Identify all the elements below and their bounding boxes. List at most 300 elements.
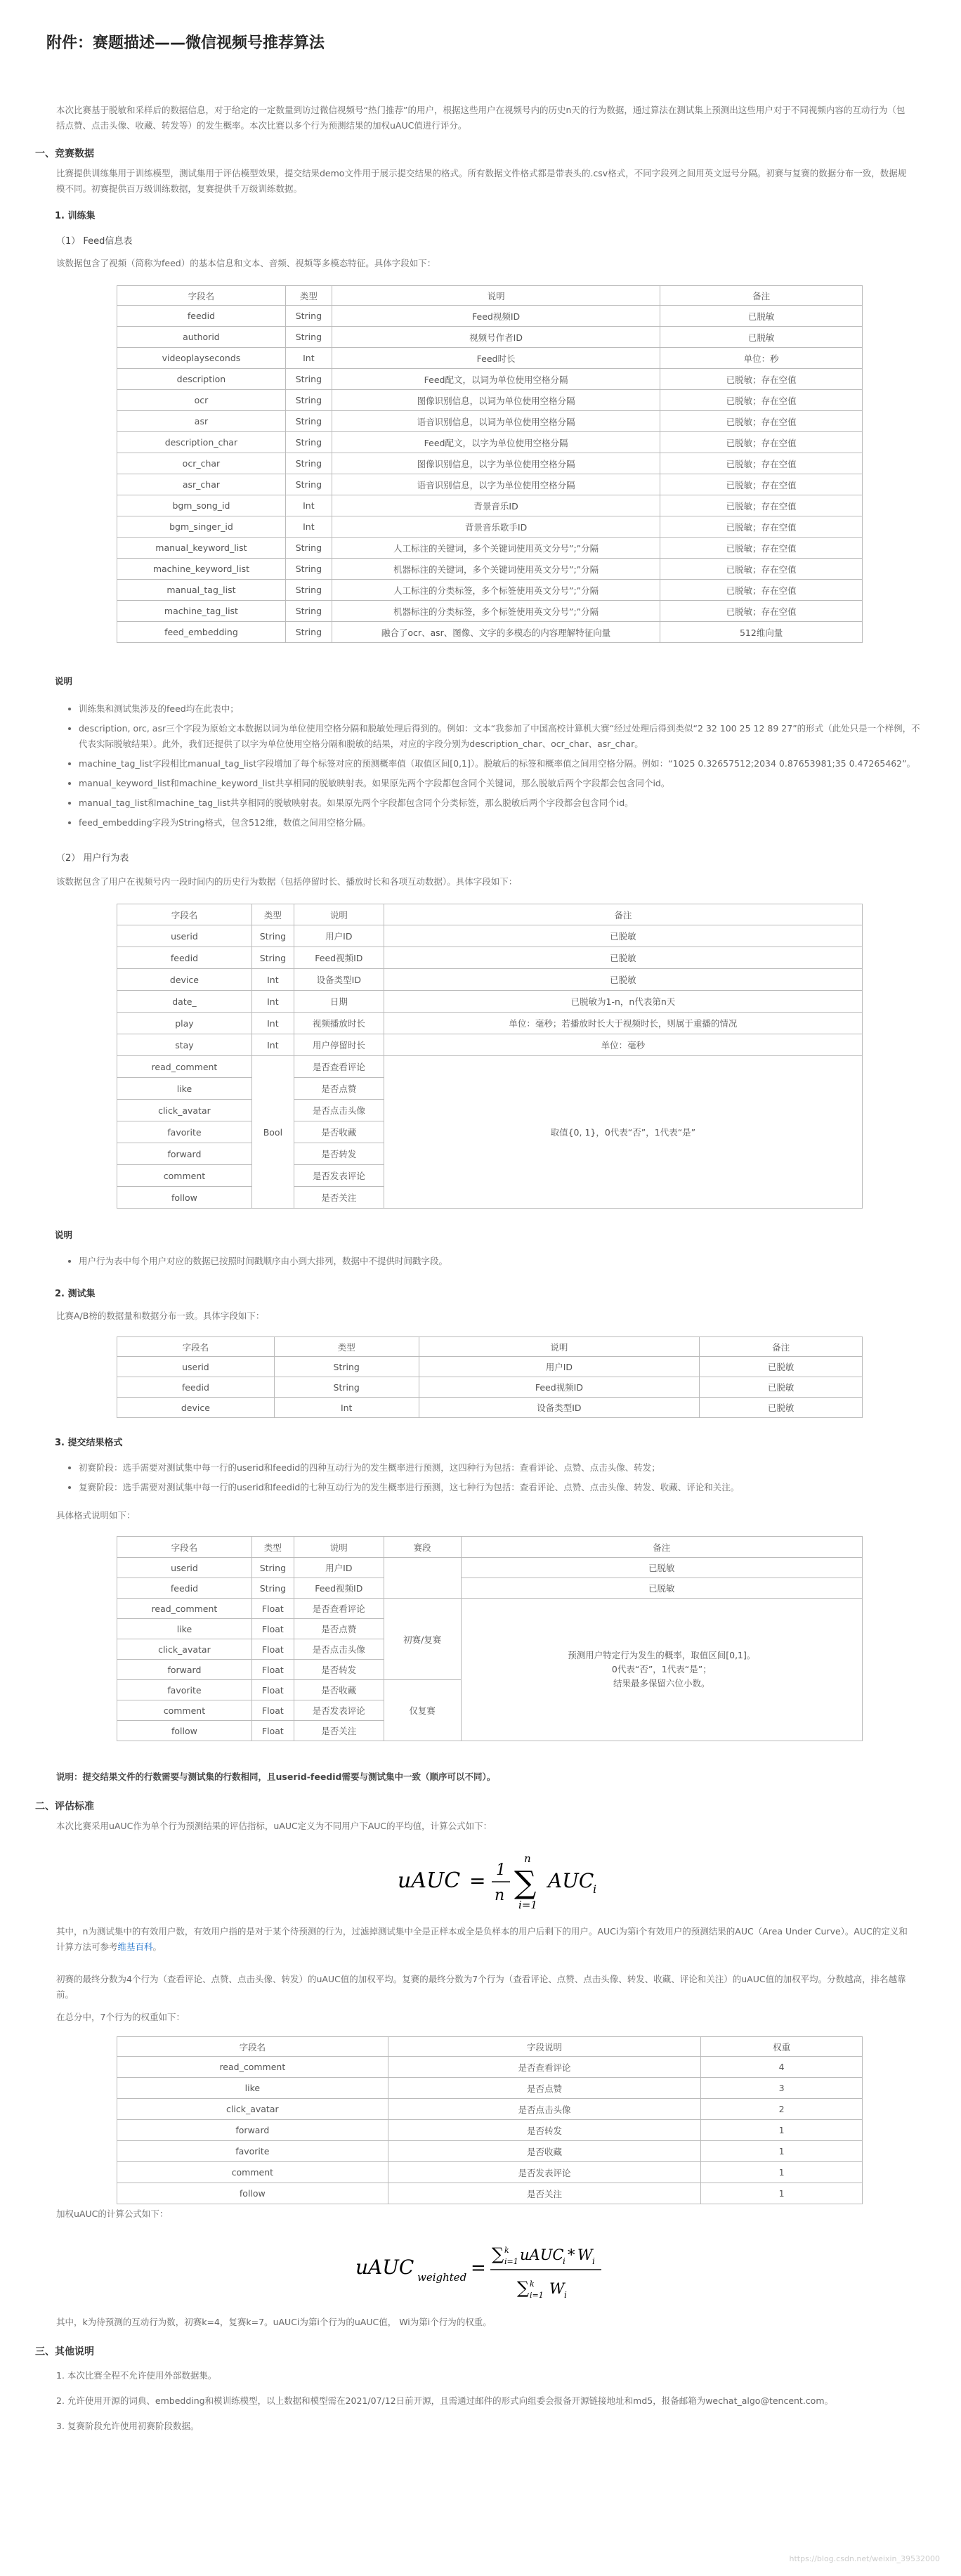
svg-text:W: W xyxy=(549,2280,565,2297)
table-row xyxy=(117,1013,863,1034)
eval-paragraph-5: 加权uAUC的计算公式如下： xyxy=(56,2209,169,2219)
table-cell: String xyxy=(251,1578,294,1599)
table-cell: String xyxy=(285,580,332,601)
table-cell: 已脱敏；存在空值 xyxy=(660,538,863,559)
column-header: 字段名 xyxy=(117,2037,388,2057)
table-cell: videoplayseconds xyxy=(117,348,286,369)
table-cell: Feed视频ID xyxy=(332,306,660,327)
table-row xyxy=(117,369,863,390)
table-cell: 已脱敏；存在空值 xyxy=(660,559,863,580)
table-cell: Int xyxy=(251,1034,294,1056)
list-item: • 初赛阶段：选手需要对测试集中每一行的userid和feedid的四种互动行为的发生概率进行预测，这四种行为包括：查看评论、点赞、点击头像、转发； xyxy=(79,1460,929,1476)
table-cell: Float xyxy=(251,1721,294,1741)
table-cell: 背景音乐歌手ID xyxy=(332,516,660,538)
table-cell: 是否收藏 xyxy=(294,1680,384,1700)
table-cell: String xyxy=(285,327,332,348)
list-item: 3. 复赛阶段允许使用初赛阶段数据。 xyxy=(56,2421,200,2431)
svg-text:=: = xyxy=(471,2258,486,2279)
table-cell: 是否查看评论 xyxy=(294,1056,384,1078)
table-row xyxy=(117,495,863,516)
table-cell: bgm_song_id xyxy=(117,495,286,516)
svg-text:∑: ∑ xyxy=(514,1865,537,1901)
table-cell: 机器标注的分类标签，多个标签使用英文分号”;”分隔 xyxy=(332,601,660,622)
table-cell: 融合了ocr、asr、图像、文字的多模态的内容理解特征向量 xyxy=(332,622,660,643)
table-cell: like xyxy=(117,1619,252,1639)
submit-note: 说明：提交结果文件的行数需要与测试集的行数相同，且userid-feedid需要与测试集中一致（顺序可以不同）。 xyxy=(56,1771,496,1782)
table-cell: String xyxy=(251,947,294,969)
table-row xyxy=(117,947,863,969)
table-cell: 已脱敏 xyxy=(660,306,863,327)
table-cell: Float xyxy=(251,1599,294,1619)
svg-text:W: W xyxy=(577,2246,593,2263)
table-cell: String xyxy=(274,1357,419,1377)
column-header: 类型 xyxy=(251,904,294,925)
table-cell: Int xyxy=(251,1013,294,1034)
data-overview-paragraph: 比赛提供训练集用于训练模型，测试集用于评估模型效果，提交结果demo文件用于展示提交结果的格式。所有数据文件格式都是带表头的.csv格式，不同字段列之间用英文逗号分隔。初赛与复赛的数据分布一致，数据规模不同。初赛提供百万级训练数据，复赛提供千万级训练数据。 xyxy=(56,168,907,194)
svg-text:weighted: weighted xyxy=(417,2271,467,2284)
table-cell: read_comment xyxy=(117,1599,252,1619)
table-cell: 是否关注 xyxy=(388,2183,701,2204)
table-cell: String xyxy=(285,622,332,643)
table-cell: Feed配文，以词为单位使用空格分隔 xyxy=(332,369,660,390)
svg-text:=: = xyxy=(469,1869,486,1892)
table-cell: 已脱敏为1-n，n代表第n天 xyxy=(384,991,862,1013)
table-cell: Feed视频ID xyxy=(419,1377,700,1398)
table-row xyxy=(117,925,863,947)
table-cell: 设备类型ID xyxy=(294,969,384,991)
table-cell: description_char xyxy=(117,432,286,453)
table-cell: device xyxy=(117,969,252,991)
table-cell: 是否发表评论 xyxy=(388,2162,701,2183)
eval-paragraph-1: 本次比赛采用uAUC作为单个行为预测结果的评估指标，uAUC定义为不同用户下AUC的平均值，计算公式如下： xyxy=(56,1821,492,1831)
table-cell: String xyxy=(285,538,332,559)
list-item: • machine_tag_list字段相比manual_tag_list字段增加了每个标签对应的预测概率值（取值区间[0,1]）。脱敏后的标签和概率值之间用空格分隔。例如：“1025 0.32657512;2034 0.87653981;35 0.47265462”。 xyxy=(79,756,929,772)
table-cell: 是否关注 xyxy=(294,1187,384,1209)
table-cell: comment xyxy=(117,1700,252,1721)
column-header: 说明 xyxy=(332,286,660,306)
table-cell: Int xyxy=(251,969,294,991)
column-header: 说明 xyxy=(419,1337,700,1357)
table-cell: String xyxy=(285,474,332,495)
column-header: 类型 xyxy=(274,1337,419,1357)
table-cell: 初赛/复赛 xyxy=(384,1599,461,1680)
table-cell: feedid xyxy=(117,947,252,969)
subsection-train: 1. 训练集 xyxy=(55,211,96,221)
svg-text:uAUC: uAUC xyxy=(355,2256,414,2279)
table-row xyxy=(117,306,863,327)
table-cell: forward xyxy=(117,1143,252,1165)
table-cell: 单位：秒 xyxy=(660,348,863,369)
column-header: 字段说明 xyxy=(388,2037,701,2057)
action-notes-list xyxy=(67,1254,929,1273)
svg-text:n: n xyxy=(524,1852,531,1865)
list-item: • manual_keyword_list和machine_keyword_list共享相同的脱敏映射表。如果原先两个字段都包含同个关键词，那么脱敏后两个字段都会包含同个id。 xyxy=(79,776,929,791)
subsection-submit: 3. 提交结果格式 xyxy=(55,1438,123,1448)
table-cell: 已脱敏；存在空值 xyxy=(660,516,863,538)
table-row xyxy=(117,2183,863,2204)
table-cell: read_comment xyxy=(117,1056,252,1078)
table-row xyxy=(117,1034,863,1056)
table-cell: 用户停留时长 xyxy=(294,1034,384,1056)
table-row xyxy=(117,1599,863,1619)
table-cell: 是否点赞 xyxy=(388,2078,701,2099)
table-cell: forward xyxy=(117,2120,388,2141)
table-row xyxy=(117,1377,863,1398)
table-cell: 已脱敏；存在空值 xyxy=(660,601,863,622)
table-row xyxy=(117,453,863,474)
table-cell: 已脱敏 xyxy=(384,947,862,969)
list-item: • 训练集和测试集涉及的feed均在此表中； xyxy=(79,701,929,717)
table-cell: asr xyxy=(117,411,286,432)
table-cell: 2 xyxy=(701,2099,863,2120)
table-row xyxy=(117,516,863,538)
svg-text:k: k xyxy=(504,2246,509,2255)
table-cell: 已脱敏 xyxy=(700,1377,863,1398)
table-row xyxy=(117,1056,863,1078)
table-cell: 是否查看评论 xyxy=(294,1599,384,1619)
table-cell: 是否收藏 xyxy=(388,2141,701,2162)
table-cell: String xyxy=(251,925,294,947)
svg-text:uAUC: uAUC xyxy=(520,2246,564,2263)
probability-note-line: 0代表“否”，1代表“是”； xyxy=(611,1664,712,1674)
svg-text:i=1: i=1 xyxy=(504,2257,518,2266)
table-cell: 用户ID xyxy=(419,1357,700,1377)
table-cell: Bool xyxy=(251,1056,294,1209)
table-cell: 语音识别信息，以词为单位使用空格分隔 xyxy=(332,411,660,432)
table-cell: 人工标注的关键词，多个关键词使用英文分号”;”分隔 xyxy=(332,538,660,559)
column-header: 备注 xyxy=(660,286,863,306)
list-item: • description, orc, asr三个字段为原始文本数据以词为单位使用空格分隔和脱敏处理后得到的。例如：文本“我参加了中国高校计算机大赛“经过处理后得到类似“2 32 100 25 12 89 27”的形式（此处只是一个样例，不代表实际脱敏结果）。此外，我们还提供了以字为单位使用空格分隔和脱敏的结果，对应的字段分别为description_char、ocr_char、asr_char。 xyxy=(79,721,929,752)
table-row xyxy=(117,991,863,1013)
table-cell: favorite xyxy=(117,1121,252,1143)
uauc-formula xyxy=(393,1847,618,1914)
table-cell: Feed视频ID xyxy=(294,947,384,969)
table-cell: 已脱敏；存在空值 xyxy=(660,432,863,453)
column-header: 备注 xyxy=(384,904,862,925)
table-row xyxy=(117,1578,863,1599)
table-cell: device xyxy=(117,1398,275,1418)
table-cell: forward xyxy=(117,1660,252,1680)
list-item: • feed_embedding字段为String格式，包含512维，数值之间用空格分隔。 xyxy=(79,815,929,831)
feed-notes-list xyxy=(67,701,929,835)
table-row xyxy=(117,580,863,601)
table-cell: 4 xyxy=(701,2057,863,2078)
table-cell: Float xyxy=(251,1700,294,1721)
table-cell: follow xyxy=(117,2183,388,2204)
table-cell: String xyxy=(285,559,332,580)
table-cell: 已脱敏 xyxy=(461,1558,862,1578)
eval-paragraph-2-text: 其中，n为测试集中的有效用户数，有效用户指的是对于某个待预测的行为，过滤掉测试集中全是正样本或全是负样本的用户后剩下的用户。AUCi为第i个有效用户的预测结果的AUC（Area Under Curve）。AUC的定义和计算方法可参考 xyxy=(56,1926,908,1952)
table-row xyxy=(117,474,863,495)
table-cell: 图像识别信息，以词为单位使用空格分隔 xyxy=(332,390,660,411)
table-cell: 已脱敏；存在空值 xyxy=(660,580,863,601)
table-cell: 是否点击头像 xyxy=(388,2099,701,2120)
table-cell: 已脱敏 xyxy=(384,925,862,947)
table-cell: favorite xyxy=(117,1680,252,1700)
uauc-formula-graphic xyxy=(393,1847,618,1914)
table-cell: 已脱敏；存在空值 xyxy=(660,474,863,495)
table-cell: authorid xyxy=(117,327,286,348)
submit-notes-list xyxy=(67,1460,929,1500)
table-cell: 是否点击头像 xyxy=(294,1639,384,1660)
table-cell: userid xyxy=(117,1558,252,1578)
test-table-intro: 比赛A/B榜的数据量和数据分布一致。具体字段如下： xyxy=(56,1310,265,1321)
subsection-test: 2. 测试集 xyxy=(55,1289,96,1299)
table-cell: Int xyxy=(251,991,294,1013)
table-row xyxy=(117,390,863,411)
weights-table xyxy=(117,2036,863,2204)
table-cell: comment xyxy=(117,1165,252,1187)
table-cell: String xyxy=(274,1377,419,1398)
table-row xyxy=(117,559,863,580)
column-header: 说明 xyxy=(294,1537,384,1558)
table-cell: Feed时长 xyxy=(332,348,660,369)
column-header: 说明 xyxy=(294,904,384,925)
submit-table-intro: 具体格式说明如下： xyxy=(56,1510,136,1521)
table-row xyxy=(117,2057,863,2078)
table-cell: Int xyxy=(285,516,332,538)
table-cell: click_avatar xyxy=(117,2099,388,2120)
feed-info-table xyxy=(117,285,863,643)
table-cell: 是否点击头像 xyxy=(294,1100,384,1121)
table-cell: 已脱敏；存在空值 xyxy=(660,369,863,390)
user-action-table xyxy=(117,904,863,1209)
column-header: 字段名 xyxy=(117,286,286,306)
intro-paragraph: 本次比赛基于脱敏和采样后的数据信息，对于给定的一定数量到访过微信视频号“热门推荐”的用户，根据这些用户在视频号内的历史n天的行为数据，通过算法在测试集上预测出这些用户对于不同视频内容的互动行为（包括点赞、点击头像、收藏、转发等）的发生概率。本次比赛以多个行为预测结果的加权uAUC值进行评分。 xyxy=(56,105,906,131)
svg-text:i: i xyxy=(593,1882,597,1896)
table-cell: String xyxy=(285,432,332,453)
table-cell: machine_tag_list xyxy=(117,601,286,622)
probability-note-line: 结果最多保留六位小数。 xyxy=(613,1678,710,1689)
table-cell: 已脱敏；存在空值 xyxy=(660,453,863,474)
table-cell: 是否查看评论 xyxy=(388,2057,701,2078)
column-header: 备注 xyxy=(461,1537,862,1558)
table-cell: String xyxy=(285,453,332,474)
table-cell: String xyxy=(285,411,332,432)
table-row xyxy=(117,601,863,622)
table-cell: 是否关注 xyxy=(294,1721,384,1741)
table-cell: 1 xyxy=(701,2162,863,2183)
svg-text:1: 1 xyxy=(496,1861,506,1879)
table-cell: 3 xyxy=(701,2078,863,2099)
table-cell: String xyxy=(251,1558,294,1578)
table-cell xyxy=(384,1558,461,1599)
table-cell: 取值{0, 1}，0代表“否”，1代表“是” xyxy=(384,1056,862,1209)
table-cell: 已脱敏；存在空值 xyxy=(660,390,863,411)
column-header: 字段名 xyxy=(117,904,252,925)
table-cell: String xyxy=(285,601,332,622)
column-header: 赛段 xyxy=(384,1537,461,1558)
svg-text:n: n xyxy=(495,1887,505,1904)
table-cell: description xyxy=(117,369,286,390)
section-heading-eval: 二、评估标准 xyxy=(35,1801,94,1812)
table-cell: 是否点赞 xyxy=(294,1619,384,1639)
test-set-table xyxy=(117,1336,863,1418)
table-cell: bgm_singer_id xyxy=(117,516,286,538)
svg-text:i: i xyxy=(564,2290,567,2300)
table-cell: 背景音乐ID xyxy=(332,495,660,516)
eval-paragraph-3: 初赛的最终分数为4个行为（查看评论、点赞、点击头像、转发）的uAUC值的加权平均。复赛的最终分数为7个行为（查看评论、点赞、点击头像、转发、收藏、评论和关注）的uAUC值的加权平均。分数越高，排名越靠前。 xyxy=(56,1974,906,2000)
table-cell: 已脱敏 xyxy=(700,1357,863,1377)
table-row xyxy=(117,2141,863,2162)
table-cell: stay xyxy=(117,1034,252,1056)
table-cell: feedid xyxy=(117,1578,252,1599)
section-heading-other: 三、其他说明 xyxy=(35,2346,94,2357)
table-cell: 是否点赞 xyxy=(294,1078,384,1100)
table-cell: 是否发表评论 xyxy=(294,1165,384,1187)
table-cell: 已脱敏 xyxy=(384,969,862,991)
column-header: 字段名 xyxy=(117,1537,252,1558)
action-table-intro: 该数据包含了用户在视频号内一段时间内的历史行为数据（包括停留时长、播放时长和各项互动数据）。具体字段如下： xyxy=(56,876,518,887)
table-cell: 已脱敏 xyxy=(461,1578,862,1599)
table-row xyxy=(117,327,863,348)
table-cell: String xyxy=(285,306,332,327)
table-cell: 日期 xyxy=(294,991,384,1013)
table-cell: Int xyxy=(274,1398,419,1418)
table-cell: click_avatar xyxy=(117,1639,252,1660)
list-item: • 用户行为表中每个用户对应的数据已按照时间戳顺序由小到大排列，数据中不提供时间戳字段。 xyxy=(79,1254,929,1269)
eval-paragraph-4: 在总分中，7个行为的权重如下： xyxy=(56,2012,185,2022)
table-cell: 1 xyxy=(701,2141,863,2162)
section-heading-data: 一、竞赛数据 xyxy=(35,148,94,160)
table-cell: 图像识别信息，以字为单位使用空格分隔 xyxy=(332,453,660,474)
eval-paragraph-2 xyxy=(56,1924,913,1955)
list-item: • 复赛阶段：选手需要对测试集中每一行的userid和feedid的七种互动行为的发生概率进行预测，这七种行为包括：查看评论、点赞、点击头像、转发、收藏、评论和关注。 xyxy=(79,1480,929,1495)
table-row xyxy=(117,2078,863,2099)
table-cell: 单位：毫秒；若播放时长大于视频时长，则属于重播的情况 xyxy=(384,1013,862,1034)
table-cell: Feed视频ID xyxy=(294,1578,384,1599)
table-cell: like xyxy=(117,2078,388,2099)
table-cell: machine_keyword_list xyxy=(117,559,286,580)
svg-text:i: i xyxy=(563,2256,566,2266)
svg-text:k: k xyxy=(530,2279,535,2289)
column-header: 权重 xyxy=(701,2037,863,2057)
weighted-uauc-formula-graphic xyxy=(351,2232,618,2309)
table-cell: String xyxy=(285,369,332,390)
eval-paragraph-6: 其中，k为待预测的互动行为数，初赛k=4，复赛k=7。uAUCi为第i个行为的uAUC值， Wi为第i个行为的权重。 xyxy=(56,2317,492,2327)
table-cell: ocr_char xyxy=(117,453,286,474)
svg-text:uAUC: uAUC xyxy=(398,1868,461,1893)
table-cell: 设备类型ID xyxy=(419,1398,700,1418)
table-cell: like xyxy=(117,1078,252,1100)
table-cell: 已脱敏；存在空值 xyxy=(660,495,863,516)
table-cell: follow xyxy=(117,1187,252,1209)
svg-text:AUC: AUC xyxy=(548,1869,594,1892)
table-cell: Float xyxy=(251,1639,294,1660)
table-cell: 视频号作者ID xyxy=(332,327,660,348)
table-cell: 已脱敏 xyxy=(700,1398,863,1418)
svg-text:∑: ∑ xyxy=(517,2278,530,2298)
table-row xyxy=(117,1398,863,1418)
table-cell: Int xyxy=(285,495,332,516)
weighted-uauc-formula xyxy=(351,2232,618,2309)
table-row xyxy=(117,411,863,432)
note-label: 说明 xyxy=(55,1230,73,1240)
table-cell: ocr xyxy=(117,390,286,411)
wikipedia-link[interactable]: 维基百科 xyxy=(117,1941,153,1952)
list-item: 1. 本次比赛全程不允许使用外部数据集。 xyxy=(56,2370,217,2381)
action-table-heading: （2） 用户行为表 xyxy=(56,853,129,864)
table-cell: 1 xyxy=(701,2183,863,2204)
table-cell: 是否收藏 xyxy=(294,1121,384,1143)
svg-text:i: i xyxy=(592,2256,595,2266)
table-cell: 512维向量 xyxy=(660,622,863,643)
table-row xyxy=(117,2099,863,2120)
watermark: https://blog.csdn.net/weixin_39532000 xyxy=(789,2554,940,2563)
feed-table-heading: （1） Feed信息表 xyxy=(56,236,133,247)
table-cell: 用户ID xyxy=(294,1558,384,1578)
table-row xyxy=(117,2162,863,2183)
table-cell: userid xyxy=(117,925,252,947)
list-item: 2. 允许使用开源的词典、embedding和模训练模型，以上数据和模型需在2021/07/12日前开源，且需通过邮件的形式向组委会报备开源链接地址和md5，报备邮箱为wechat_algo@tencent.com。 xyxy=(56,2395,834,2406)
table-cell: date_ xyxy=(117,991,252,1013)
table-cell: Float xyxy=(251,1660,294,1680)
table-cell: feedid xyxy=(117,1377,275,1398)
list-item: • manual_tag_list和machine_tag_list共享相同的脱敏映射表。如果原先两个字段都包含同个分类标签，那么脱敏后两个字段都会包含同个id。 xyxy=(79,795,929,811)
table-cell: click_avatar xyxy=(117,1100,252,1121)
page-title: 附件：赛题描述——微信视频号推荐算法 xyxy=(46,34,325,52)
table-cell: String xyxy=(285,390,332,411)
submit-format-table xyxy=(117,1536,863,1741)
table-cell: 1 xyxy=(701,2120,863,2141)
table-cell: Float xyxy=(251,1619,294,1639)
table-cell: 已脱敏 xyxy=(660,327,863,348)
feed-table-intro: 该数据包含了视频（简称为feed）的基本信息和文本、音频、视频等多模态特征。具体字段如下： xyxy=(56,258,436,268)
table-cell: manual_tag_list xyxy=(117,580,286,601)
table-cell: Float xyxy=(251,1680,294,1700)
table-cell: asr_char xyxy=(117,474,286,495)
table-cell: 单位：毫秒 xyxy=(384,1034,862,1056)
table-cell: 是否发表评论 xyxy=(294,1700,384,1721)
table-cell: 是否转发 xyxy=(294,1143,384,1165)
table-cell: 用户ID xyxy=(294,925,384,947)
table-cell: feedid xyxy=(117,306,286,327)
table-cell: manual_keyword_list xyxy=(117,538,286,559)
table-row xyxy=(117,432,863,453)
table-cell: 人工标注的分类标签，多个标签使用英文分号”;”分隔 xyxy=(332,580,660,601)
svg-text:i=1: i=1 xyxy=(518,1899,537,1911)
column-header: 类型 xyxy=(285,286,332,306)
table-cell: read_comment xyxy=(117,2057,388,2078)
table-row xyxy=(117,1357,863,1377)
table-cell: feed_embedding xyxy=(117,622,286,643)
table-row xyxy=(117,622,863,643)
eval-paragraph-2-end: 。 xyxy=(152,1941,162,1952)
svg-text:*: * xyxy=(568,2246,575,2263)
table-cell: Int xyxy=(285,348,332,369)
table-cell: 已脱敏；存在空值 xyxy=(660,411,863,432)
probability-note-line: 预测用户特定行为发生的概率，取值区间[0,1]。 xyxy=(568,1650,756,1660)
table-row xyxy=(117,538,863,559)
table-cell: 是否转发 xyxy=(294,1660,384,1680)
table-cell: userid xyxy=(117,1357,275,1377)
probability-note-cell xyxy=(461,1599,862,1741)
table-cell: 机器标注的关键词，多个关键词使用英文分号”;”分隔 xyxy=(332,559,660,580)
table-cell: play xyxy=(117,1013,252,1034)
table-row xyxy=(117,969,863,991)
table-row xyxy=(117,348,863,369)
table-cell: 是否转发 xyxy=(388,2120,701,2141)
other-notes-list xyxy=(56,2368,913,2444)
column-header: 类型 xyxy=(251,1537,294,1558)
column-header: 字段名 xyxy=(117,1337,275,1357)
column-header: 备注 xyxy=(700,1337,863,1357)
table-cell: 仅复赛 xyxy=(384,1680,461,1741)
table-row xyxy=(117,1558,863,1578)
table-cell: comment xyxy=(117,2162,388,2183)
table-cell: Feed配文，以字为单位使用空格分隔 xyxy=(332,432,660,453)
table-cell: 视频播放时长 xyxy=(294,1013,384,1034)
